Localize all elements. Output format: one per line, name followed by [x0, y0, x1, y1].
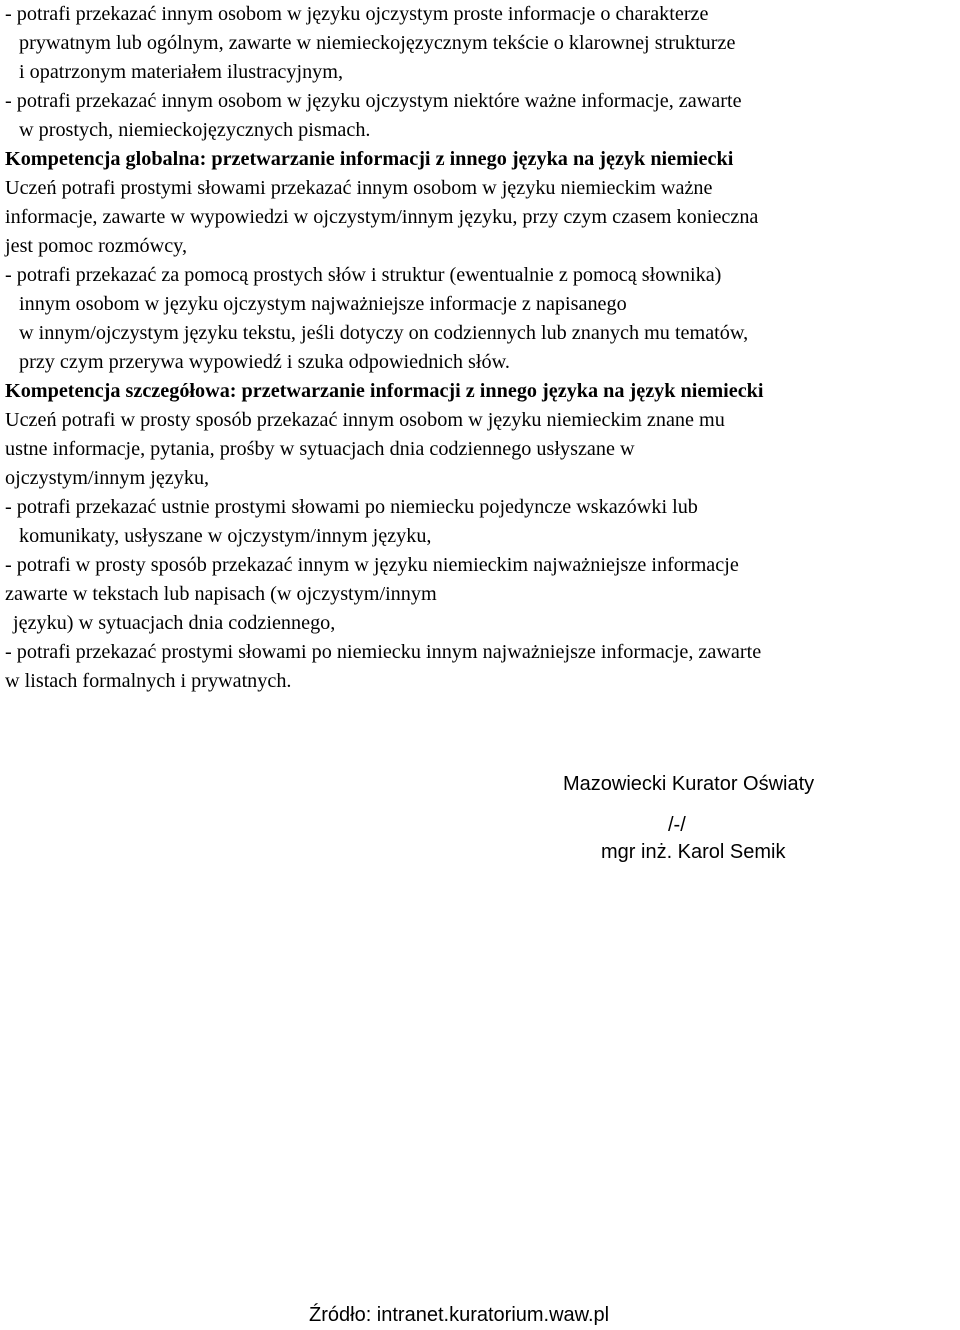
body-line: w listach formalnych i prywatnych. — [5, 670, 292, 692]
body-line: innym osobom w języku ojczystym najważniejsze informacje z napisanego — [19, 293, 627, 315]
body-line: w prostych, niemieckojęzycznych pismach. — [19, 119, 371, 141]
body-line: ojczystym/innym języku, — [5, 467, 210, 489]
body-line: komunikaty, usłyszane w ojczystym/innym języku, — [19, 525, 432, 547]
body-line: w innym/ojczystym języku tekstu, jeśli dotyczy on codziennych lub znanych mu tematów, — [19, 322, 749, 344]
body-line: i opatrzonym materiałem ilustracyjnym, — [19, 61, 344, 83]
body-line: języku) w sytuacjach dnia codziennego, — [13, 612, 336, 634]
body-line: przy czym przerywa wypowiedź i szuka odpowiednich słów. — [19, 351, 510, 373]
body-line: jest pomoc rozmówcy, — [5, 235, 188, 257]
body-line: - potrafi przekazać za pomocą prostych słów i struktur (ewentualnie z pomocą słownika) — [5, 264, 722, 286]
body-line: - potrafi przekazać innym osobom w języku ojczystym proste informacje o charakterze — [5, 3, 709, 25]
body-line: - potrafi przekazać ustnie prostymi słowami po niemiecku pojedyncze wskazówki lub — [5, 496, 698, 518]
section-heading-detailed: Kompetencja szczegółowa: przetwarzanie informacji z innego języka na język niemiecki — [5, 380, 764, 402]
signature-mark: /-/ — [668, 814, 686, 836]
body-line: - potrafi przekazać innym osobom w języku ojczystym niektóre ważne informacje, zawarte — [5, 90, 742, 112]
body-line: - potrafi przekazać prostymi słowami po niemiecku innym najważniejsze informacje, zawarte — [5, 641, 762, 663]
section-heading-global: Kompetencja globalna: przetwarzanie informacji z innego języka na język niemiecki — [5, 148, 734, 170]
body-line: prywatnym lub ogólnym, zawarte w niemieckojęzycznym tekście o klarownej strukturze — [19, 32, 736, 54]
signature-office: Mazowiecki Kurator Oświaty — [563, 773, 815, 795]
body-line: Uczeń potrafi w prosty sposób przekazać innym osobom w języku niemieckim znane mu — [5, 409, 725, 431]
source-footer: Źródło: intranet.kuratorium.waw.pl — [309, 1304, 610, 1326]
body-line: zawarte w tekstach lub napisach (w ojczystym/innym — [5, 583, 437, 605]
body-line: - potrafi w prosty sposób przekazać innym w języku niemieckim najważniejsze informacje — [5, 554, 739, 576]
body-line: Uczeń potrafi prostymi słowami przekazać innym osobom w języku niemieckim ważne — [5, 177, 713, 199]
signature-name: mgr inż. Karol Semik — [601, 841, 786, 863]
body-line: informacje, zawarte w wypowiedzi w ojczystym/innym języku, przy czym czasem konieczna — [5, 206, 759, 228]
body-line: ustne informacje, pytania, prośby w sytuacjach dnia codziennego usłyszane w — [5, 438, 635, 460]
